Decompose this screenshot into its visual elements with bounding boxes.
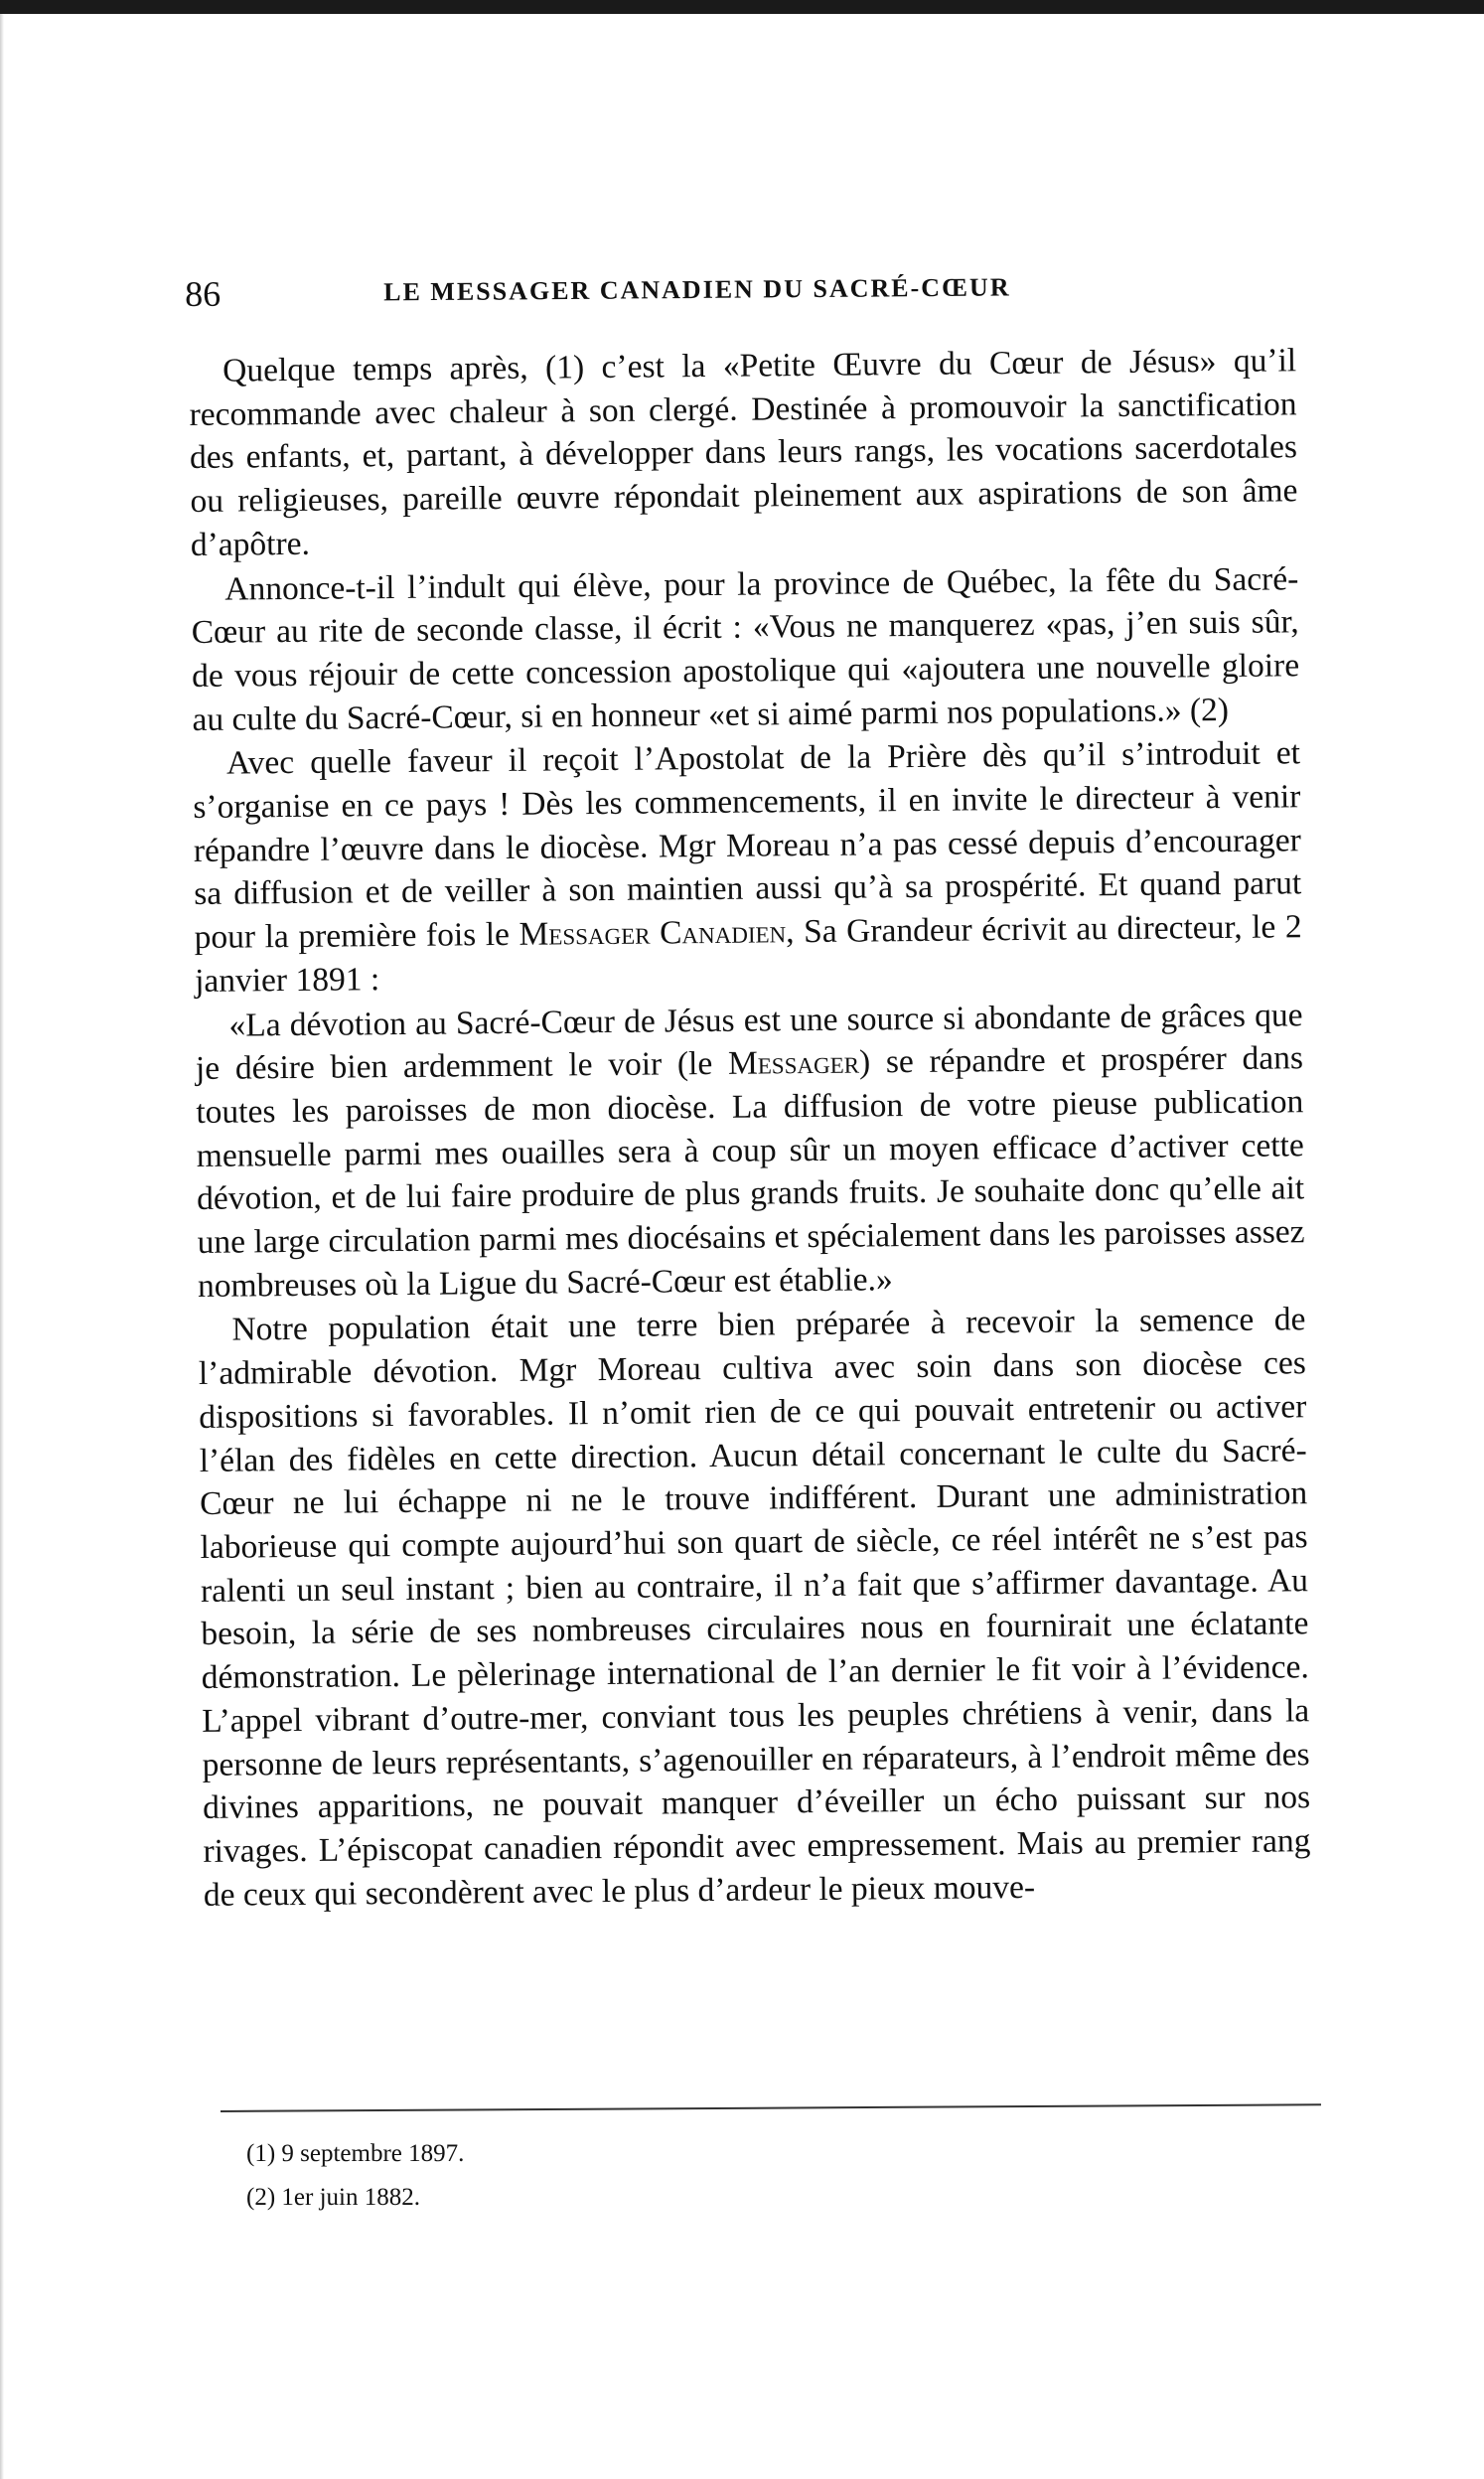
scan-left-edge bbox=[0, 14, 4, 2479]
paragraph-1: Quelque temps après, (1) c’est la «Petite Œuvre du Cœur de Jésus» qu’il recommande avec chaleur à son clergé. Destinée à promouvoir la sanctification des enfants, et, partant, à développer dans leurs rangs, les vocations sacerdotales ou religieuses, pareille œuvre répondait pleinement aux aspirations de son âme d’apôtre. bbox=[189, 342, 1298, 563]
paragraph-3 bbox=[193, 732, 1302, 1004]
paragraph-3-text-a: Avec quelle faveur il reçoit l’Apostolat de la Prière dès qu’il s’introduit et s’organise en ce pays ! Dès les commencements, il en invite le directeur à venir répandre l’œuvre dans le diocèse. Mgr Moreau n’a pas cessé depuis d’encourager sa diffusion et de veiller à son maintien aussi qu’à sa prospérité. Et quand parut pour la première fois le bbox=[193, 734, 1302, 957]
page-number: 86 bbox=[185, 273, 222, 314]
footnote-divider bbox=[221, 2103, 1321, 2112]
footnote-1: (1) 9 septembre 1897. bbox=[246, 2140, 465, 2167]
quote-text-b: ) se répandre et prospérer dans toutes les paroisses de mon diocèse. La diffusion de votre pieuse publication mensuelle parmi mes ouailles sera à coup sûr un moyen efficace d’activer cette dévotion, et de lui faire produire de plus grands fruits. Je souhaite donc qu’elle ait une large circulation parmi mes diocésains et spécialement dans les paroisses assez nombreuses où la Ligue du Sacré-Cœur est établie.» bbox=[196, 1039, 1305, 1305]
paragraph-4-quote bbox=[195, 994, 1305, 1309]
quote-text-a: «La dévotion au Sacré-Cœur de Jésus est une source si abondante de grâces que je désire bien ardemment le voir (le bbox=[195, 996, 1303, 1088]
paragraph-3-text-b: Sa Grandeur écrivit au directeur, le 2 janvier 1891 : bbox=[194, 908, 1302, 1000]
messager-canadien-title: Messager Canadien, bbox=[519, 913, 795, 953]
paragraph-2: Annonce-t-il l’indult qui élève, pour la province de Québec, la fête du Sacré-Cœur au rite de seconde classe, il écrit : «Vous ne manquerez «pas, j’en suis sûr, de vous réjouir de cette concession apostolique qui «ajoutera une nouvelle gloire au culte du Sacré-Cœur, si en honneur «et si aimé parmi nos populations.» (2) bbox=[191, 559, 1300, 738]
footnote-2: (2) 1er juin 1882. bbox=[246, 2184, 420, 2211]
footnotes bbox=[246, 2132, 464, 2220]
main-text bbox=[189, 339, 1311, 1918]
scan-top-border bbox=[0, 0, 1484, 14]
page-header bbox=[185, 264, 1317, 323]
messager-title: Messager bbox=[727, 1043, 860, 1083]
running-title: LE MESSAGER CANADIEN DU SACRÉ-CŒUR bbox=[383, 272, 1011, 307]
paragraph-5: Notre population était une terre bien préparée à recevoir la semence de l’admirable dévotion. Mgr Moreau cultiva avec soin dans son diocèse ces dispositions si favorables. Il n’omit rien de ce qui pouvait entretenir ou activer l’élan des fidèles en cette direction. Aucun détail concernant le culte du Sacré-Cœur ne lui échappe ni ne le trouve indifférent. Durant une administration laborieuse qui compte aujourd’hui son quart de siècle, ce réel intérêt ne s’est pas ralenti un seul instant ; bien au contraire, il n’a fait que s’affirmer davantage. Au besoin, la série de ses nombreuses circulaires nous en fournirait une éclatante démonstration. Le pèlerinage international de l’an dernier le fit voir à l’évidence. L’appel vibrant d’outre-mer, conviant tous les peuples chrétiens à venir, dans la personne de leurs représentants, s’agenouiller en réparateurs, à l’endroit même des divines apparitions, ne pouvait manquer d’éveiller un écho puissant sur nos rivages. L’épiscopat canadien répondit avec empressement. Mais au premier rang de ceux qui secondèrent avec le plus d’ardeur le pieux mouve- bbox=[198, 1301, 1311, 1914]
